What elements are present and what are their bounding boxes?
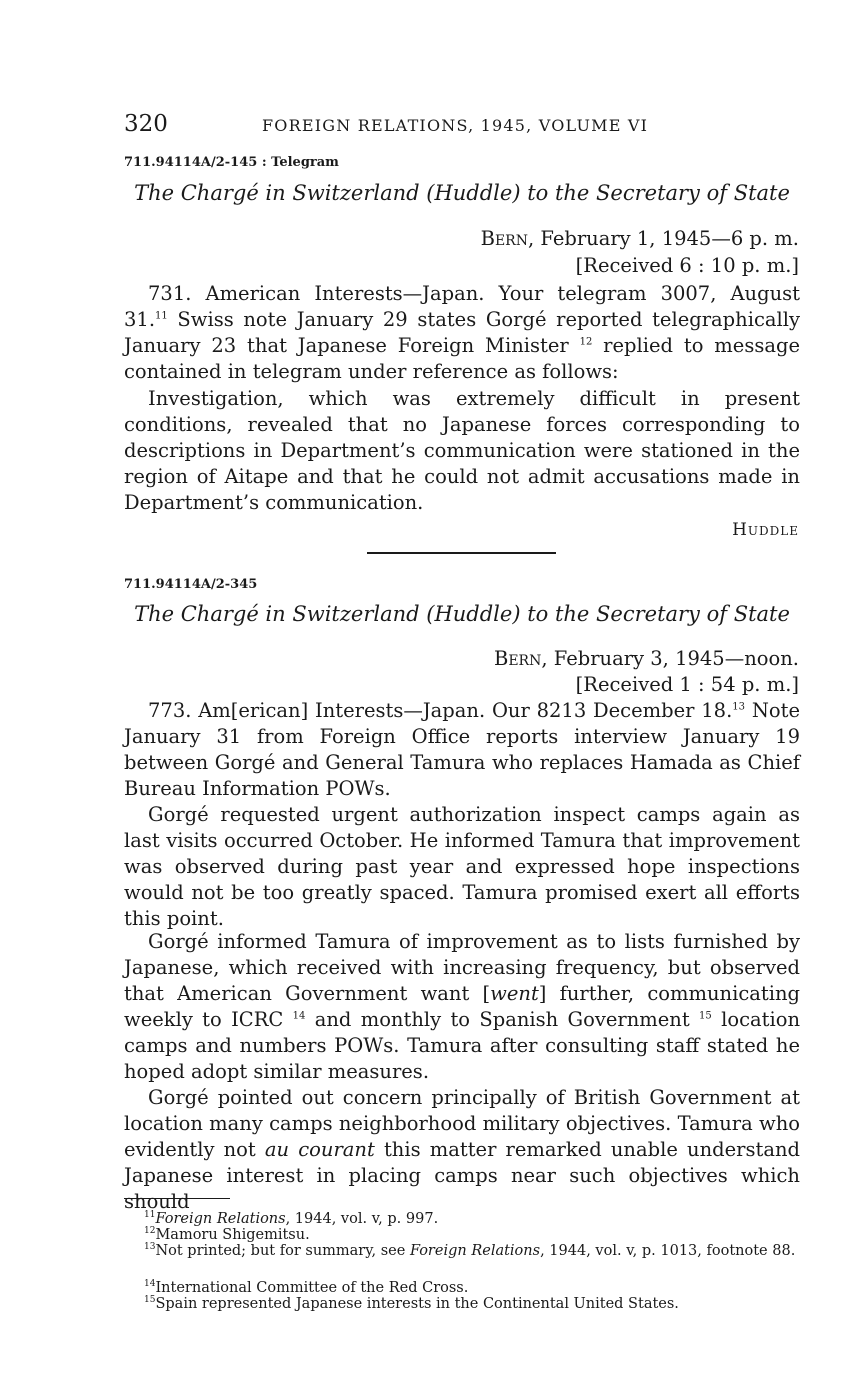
paragraph: Gorgé requested urgent authorization inspect camps again as last visits occurred October. He informed Tamura that improvement was observed during past year and expressed hope inspections would not be too greatly spaced. Tamura promised exert all efforts this point. [124, 803, 800, 930]
dateline-date: , February 1, 1945—6 p. m. [527, 227, 799, 250]
dateline-city: Bern [480, 227, 528, 250]
document-title: The Chargé in Switzerland (Huddle) to the Secretary of State [134, 602, 790, 626]
paragraph: 731. American Interests—Japan. Your telegram 3007, August 31.11 Swiss note January 29 states Gorgé reported telegraphically January 23 that Japanese Foreign Minister $^{12}$ replied to message contained in telegram under reference as follows: [124, 282, 800, 383]
file-reference: 711.94114A/2-145 : Telegram [124, 155, 339, 170]
file-reference: 711.94114A/2-345 [124, 577, 258, 592]
footnote: $^{14}$International Committee of the Red Cross. [144, 1279, 469, 1296]
paragraph: 773. Am[erican] Interests—Japan. Our 8213 December 18.13 Note January 31 from Foreign Office reports interview January 19 between Gorgé and General Tamura who replaces Hamada as Chief Bureau Information POWs. [124, 699, 801, 800]
paragraph: Gorgé informed Tamura of improvement as to lists furnished by Japanese, which received with increasing frequency, but observed that American Government want [went] further, communicating weekly to ICRC $^{14}$ and monthly to Spanish Government $^{15}$ location camps and numbers POWs. Tamura after consulting staff stated he hoped adopt similar measures. [124, 930, 801, 1083]
page-number: 320 [124, 111, 168, 137]
footnote-ref: 15 [699, 1010, 712, 1022]
running-title: FOREIGN RELATIONS, 1945, VOLUME VI [262, 116, 649, 135]
dateline-date: , February 3, 1945—noon. [541, 647, 799, 670]
footnote-ref: 14 [292, 1010, 306, 1022]
footnote: $^{12}$Mamoru Shigemitsu. [144, 1226, 310, 1243]
received-line: [Received 1 : 54 p. m.] [575, 673, 799, 696]
footnote-ref: 11 [155, 310, 168, 322]
footnote: $^{11}$Foreign Relations, 1944, vol. v, p. 997. [144, 1210, 439, 1227]
footnote-ref: 12 [579, 336, 593, 348]
footnote-divider [124, 1198, 230, 1199]
signature: Huddle [732, 520, 799, 540]
document-title: The Chargé in Switzerland (Huddle) to the Secretary of State [134, 181, 790, 205]
received-line: [Received 6 : 10 p. m.] [575, 254, 799, 277]
footnote: $^{13}$Not printed; but for summary, see Foreign Relations, 1944, vol. v, p. 1013, footnote 88. [144, 1242, 796, 1259]
footnote-ref: 13 [732, 701, 746, 713]
dateline-city: Bern [494, 647, 542, 670]
section-divider [367, 552, 556, 554]
dateline [481, 227, 799, 250]
paragraph: Gorgé pointed out concern principally of British Government at location many camps neighborhood military objectives. Tamura who evidently not au courant this matter remarked unable understand Japanese interest in placing camps near such objectives which should [124, 1086, 800, 1213]
footnote: $^{15}$Spain represented Japanese interests in the Continental United States. [144, 1295, 679, 1312]
quoted-paragraph: Investigation, which was extremely difficult in present conditions, revealed that no Japanese forces corresponding to descriptions in Department’s communication were stationed in the region of Aitape and that he could not admit accusations made in Department’s communication. [124, 387, 800, 514]
dateline [494, 647, 799, 670]
